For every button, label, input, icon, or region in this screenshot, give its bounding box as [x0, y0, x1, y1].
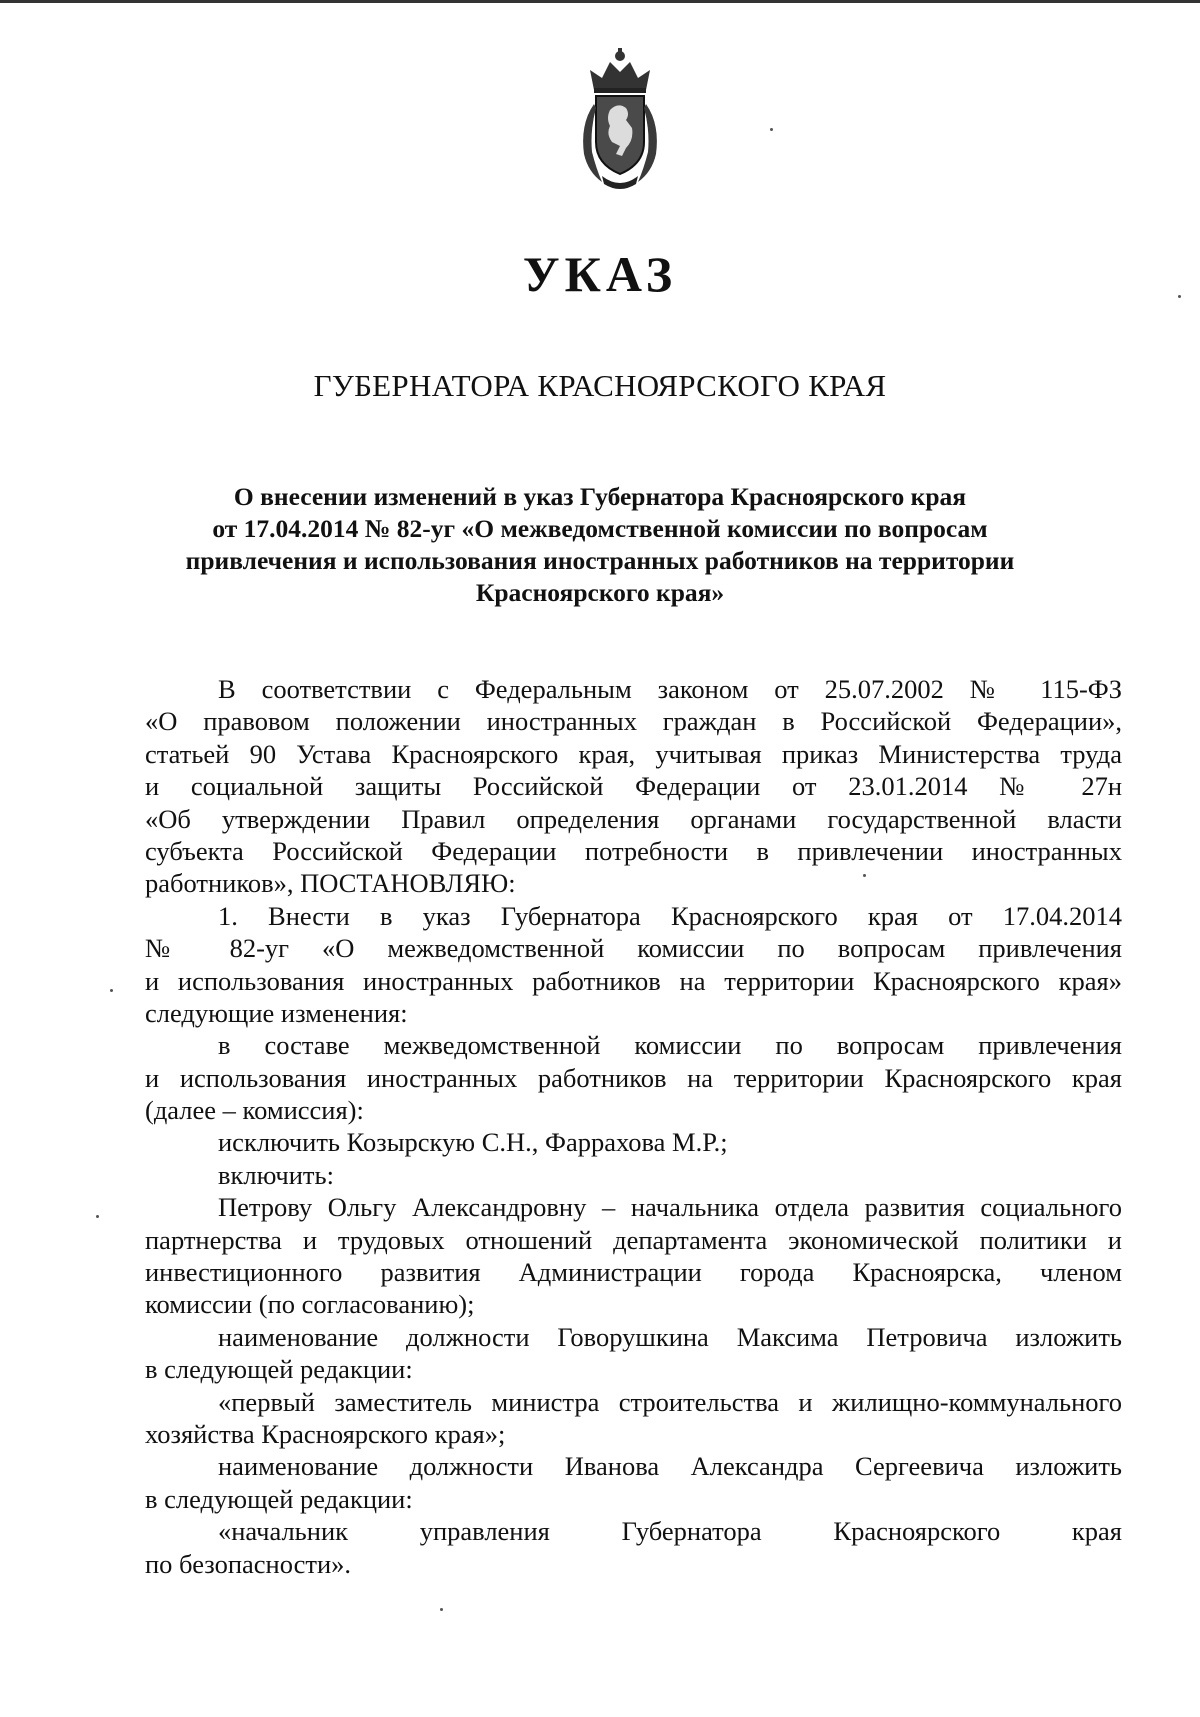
body-line: субъекта Российской Федерации потребности в привлечении иностранных: [145, 835, 1122, 866]
body-line: работников», ПОСТАНОВЛЯЮ:: [145, 868, 516, 899]
body-line: комиссии (по согласованию);: [145, 1289, 475, 1320]
body-line: следующие изменения:: [145, 997, 408, 1028]
body-line: № 82-уг «О межведомственной комиссии по вопросам привлечения: [145, 933, 1122, 964]
body-line: в следующей редакции:: [145, 1483, 413, 1514]
decree-subject-heading: [140, 481, 1060, 609]
body-line: исключить Козырскую С.Н., Фаррахова М.Р.;: [218, 1127, 728, 1158]
scan-speck: [96, 1215, 99, 1218]
body-line: и использования иностранных работников на территории Красноярского края: [145, 1062, 1122, 1093]
top-border-line: [0, 0, 1200, 3]
coat-of-arms-emblem: [572, 44, 668, 194]
body-line: «О правовом положении иностранных граждан в Российской Федерации»,: [145, 706, 1122, 737]
subject-line: от 17.04.2014 № 82-уг «О межведомственной комиссии по вопросам: [212, 514, 988, 543]
document-type-title: УКАЗ: [522, 246, 678, 302]
scan-speck: [110, 989, 113, 992]
body-line: хозяйства Красноярского края»;: [145, 1418, 506, 1449]
body-line: «первый заместитель министра строительства и жилищно-коммунального: [218, 1386, 1122, 1417]
decree-body-text: [145, 673, 1122, 1580]
body-line: Петрову Ольгу Александровну – начальника отдела развития социального: [218, 1192, 1122, 1223]
body-line: и социальной защиты Российской Федерации от 23.01.2014 № 27н: [145, 771, 1122, 802]
body-line: по безопасности».: [145, 1548, 352, 1579]
body-line: В соответствии с Федеральным законом от 25.07.2002 № 115-ФЗ: [218, 674, 1122, 704]
body-line: «Об утверждении Правил определения органами государственной власти: [145, 803, 1122, 834]
scan-speck: [1178, 295, 1181, 298]
body-line: наименование должности Иванова Александра Сергеевича изложить: [218, 1451, 1122, 1482]
body-line: (далее – комиссия):: [145, 1095, 364, 1126]
scan-speck: [863, 874, 866, 877]
body-line: статьей 90 Устава Красноярского края, учитывая приказ Министерства труда: [145, 738, 1122, 769]
body-line: 1. Внести в указ Губернатора Красноярского края от 17.04.2014: [218, 900, 1122, 931]
body-line: в следующей редакции:: [145, 1354, 413, 1385]
scan-speck: [440, 1608, 443, 1611]
subject-line: О внесении изменений в указ Губернатора Красноярского края: [233, 482, 967, 511]
body-line: включить:: [218, 1159, 334, 1190]
subject-line: Красноярского края»: [475, 578, 725, 607]
issuer-title: ГУБЕРНАТОРА КРАСНОЯРСКОГО КРАЯ: [313, 368, 887, 403]
body-line: инвестиционного развития Администрации города Красноярска, членом: [145, 1257, 1122, 1288]
body-line: «начальник управления Губернатора Красноярского края: [218, 1516, 1122, 1547]
body-line: наименование должности Говорушкина Максима Петровича изложить: [218, 1321, 1122, 1352]
subject-line: привлечения и использования иностранных работников на территории: [185, 546, 1015, 575]
body-line: в составе межведомственной комиссии по вопросам привлечения: [218, 1030, 1122, 1061]
scan-speck: [770, 128, 773, 131]
body-line: партнерства и трудовых отношений департамента экономической политики и: [145, 1224, 1122, 1255]
body-line: и использования иностранных работников на территории Красноярского края»: [145, 965, 1122, 996]
